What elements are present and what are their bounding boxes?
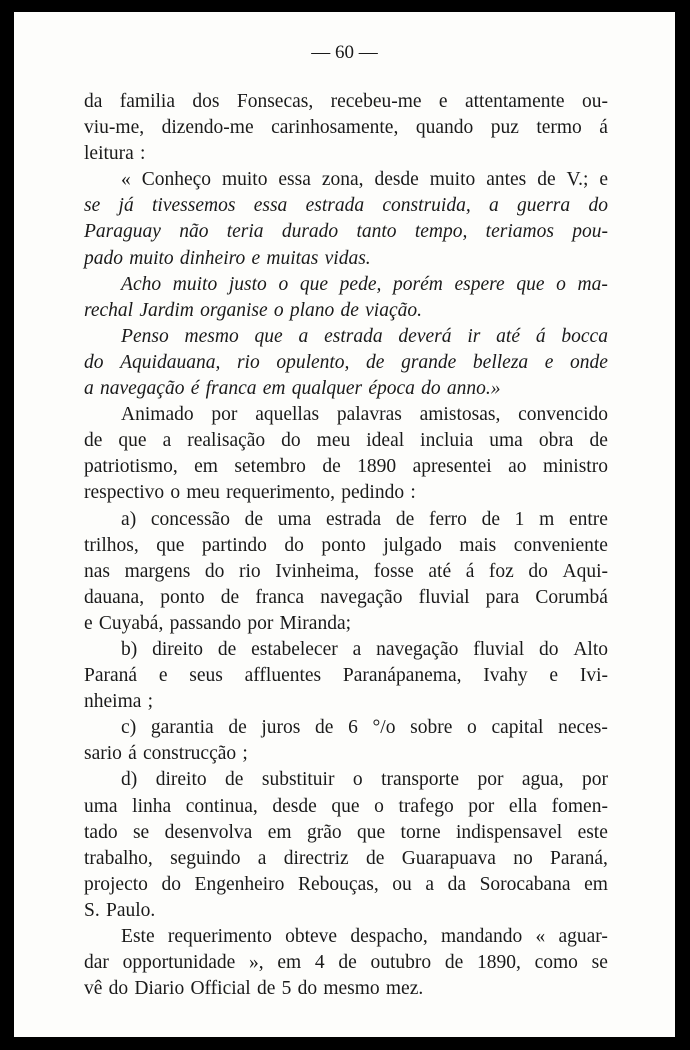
text-line: projecto do Engenheiro Rebouças, ou a da Sorocabana em [84,873,608,895]
text-line: viu-me, dizendo-me carinhosamente, quando puz termo á [84,117,608,139]
text-line: da familia dos Fonsecas, recebeu-me e attentamente ou- [84,91,608,112]
text-line: d) direito de substituir o transporte por agua, por [121,769,608,791]
text-line: nheima ; [84,691,154,713]
text-line: pado muito dinheiro e muitas vidas. [84,247,371,269]
text-line: do Aquidauana, rio opulento, de grande belleza e onde [84,351,608,373]
text-line: Paraná e seus affluentes Paranápanema, Ivahy e Ivi- [84,665,608,687]
text-line: patriotismo, em setembro de 1890 apresentei ao ministro [84,456,608,478]
text-line: trabalho, seguindo a directriz de Guarapuava no Paraná, [84,847,608,869]
text-line: e Cuyabá, passando por Miranda; [84,612,352,634]
text-line: se já tivessemos essa estrada construida, a guerra do [84,195,608,217]
text-line: « Conheço muito essa zona, desde muito antes de V.; e [121,169,608,191]
text-line: dar opportunidade », em 4 de outubro de 1890, como se [84,952,608,974]
book-page [14,12,675,1037]
text-line: a navegação é franca em qualquer época do anno.» [84,378,501,400]
text-line: respectivo o meu requerimento, pedindo : [84,482,416,504]
text-line: Este requerimento obteve despacho, mandando « aguar- [121,926,608,947]
text-line: sario á construcção ; [84,743,248,765]
text-line: rechal Jardim organise o plano de viação. [84,299,422,321]
text-line: tado se desenvolva em grão que torne indispensavel este [84,821,608,843]
text-line: Animado por aquellas palavras amistosas, convencido [121,404,608,426]
text-line: dauana, ponto de franca navegação fluvial para Corumbá [84,586,608,608]
text-line: b) direito de estabelecer a navegação fluvial do Alto [121,638,608,660]
text-line: a) concessão de uma estrada de ferro de 1 m entre [121,508,608,530]
text-line: Penso mesmo que a estrada deverá ir até á bocca [121,325,608,347]
text-line: S. Paulo. [84,899,156,921]
text-line: Acho muito justo o que pede, porém espere que o ma- [121,273,608,295]
text-line: vê do Diario Official de 5 do mesmo mez. [84,978,424,1000]
text-line: uma linha continua, desde que o trafego por ella fomen- [84,795,608,817]
body-text [84,89,608,1002]
text-line: Paraguay não teria durado tanto tempo, teriamos pou- [84,221,608,243]
text-line: c) garantia de juros de 6 °/o sobre o capital neces- [121,717,608,739]
text-line: de que a realisação do meu ideal incluia uma obra de [84,430,608,452]
page-number: — 60 — [311,42,378,63]
text-line: nas margens do rio Ivinheima, fosse até á foz do Aqui- [84,560,608,582]
text-line: leitura : [84,143,146,165]
text-line: trilhos, que partindo do ponto julgado mais conveniente [84,534,608,556]
